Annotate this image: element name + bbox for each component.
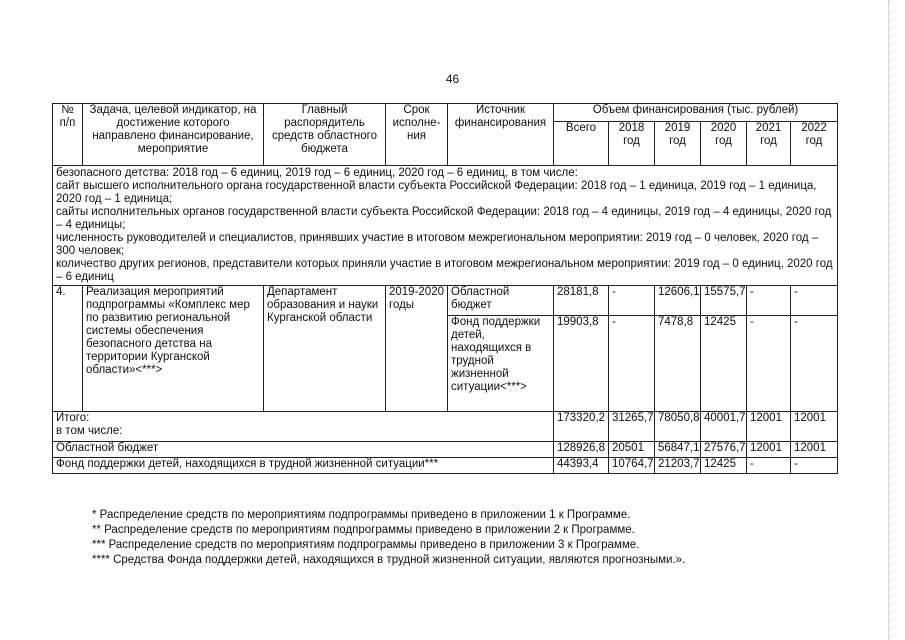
fund-total-2019: 21203,7: [655, 458, 701, 474]
header-source: Источник финансирования: [448, 104, 554, 166]
item-fund-2019: 7478,8: [655, 316, 701, 412]
item-budget-2018: -: [609, 286, 655, 316]
total-total: 173320,2: [554, 412, 609, 442]
item-fund-2018: -: [609, 316, 655, 412]
fund-total-total: 44393,4: [554, 458, 609, 474]
fund-total-2020: 12425: [701, 458, 747, 474]
total-2021: 12001: [747, 412, 791, 442]
footnotes: [92, 508, 685, 568]
continuation-text: [53, 166, 838, 286]
header-num: № п/п: [53, 104, 83, 166]
total-2020: 40001,7: [701, 412, 747, 442]
page-number: 46: [445, 72, 460, 86]
item-fund-2021: -: [747, 316, 791, 412]
item-source-fund: Фонд поддержки детей, находящихся в трудной жизненной ситуации<***>: [448, 316, 554, 412]
footnote: **** Средства Фонда поддержки детей, находящихся в трудной жизненной ситуации, являются прогнозными.».: [92, 554, 686, 566]
item-term: 2019-2020 годы: [386, 286, 448, 412]
fund-total-label: Фонд поддержки детей, находящихся в трудной жизненной ситуации***: [53, 458, 554, 474]
item-fund-2020: 12425: [701, 316, 747, 412]
item-budget-total: 28181,8: [554, 286, 609, 316]
fund-total-2018: 10764,7: [609, 458, 655, 474]
header-year-2020: 2020 год: [701, 122, 747, 166]
item-source-budget: Областной бюджет: [448, 286, 554, 316]
header-year-2018: 2018 год: [609, 122, 655, 166]
total-2019: 78050,8: [655, 412, 701, 442]
continuation-line: количество других регионов, представители которых приняли участие в итоговом межрегиональном мероприятии: 2019 год – 0 единиц, 2020 год – 6 единиц: [56, 258, 833, 283]
item-num: 4.: [53, 286, 83, 412]
total-label: Итого:: [56, 412, 90, 424]
item-budget-2019: 12606,1: [655, 286, 701, 316]
total-sublabel: в том числе:: [56, 425, 123, 437]
total-label-cell: [53, 412, 554, 442]
item-budget-2021: -: [747, 286, 791, 316]
budget-total-2018: 20501: [609, 442, 655, 458]
budget-total-total: 128926,8: [554, 442, 609, 458]
header-term: Срок исполне-ния: [386, 104, 448, 166]
header-year-2019: 2019 год: [655, 122, 701, 166]
item-task: Реализация мероприятий подпрограммы «Комплекс мер по развитию региональной системы обеспечения безопасного детства на территории Курганской области»<***>: [83, 286, 264, 412]
continuation-line: сайт высшего исполнительного органа государственной власти субъекта Российской Федерации: 2018 год – 1 единица, 2019 год – 1 единица, 2020 год – 1 единица;: [56, 180, 817, 205]
header-task: Задача, целевой индикатор, на достижение которого направлено финансирование, мероприятие: [83, 104, 264, 166]
item-manager: Департамент образования и науки Курганской области: [264, 286, 386, 412]
item-fund-total: 19903,8: [554, 316, 609, 412]
continuation-line: сайты исполнительных органов государственной власти субъекта Российской Федерации: 2018 год – 4 единицы, 2019 год – 4 единицы, 2020 год – 4 единицы;: [56, 206, 832, 231]
item-fund-2022: -: [791, 316, 838, 412]
footnote: *** Распределение средств по мероприятиям подпрограммы приведено в приложении 3 к Программе.: [92, 539, 640, 551]
header-year-2021: 2021 год: [747, 122, 791, 166]
footnote: * Распределение средств по мероприятиям подпрограммы приведено в приложении 1 к Программе.: [92, 509, 631, 521]
continuation-line: численность руководителей и специалистов, принявших участие в итоговом межрегиональном мероприятии: 2019 год – 0 человек, 2020 год – 300 человек;: [56, 232, 819, 257]
fund-total-2021: -: [747, 458, 791, 474]
item-budget-2020: 15575,7: [701, 286, 747, 316]
margin-line: [888, 0, 889, 640]
budget-total-2019: 56847,1: [655, 442, 701, 458]
fund-total-2022: -: [791, 458, 838, 474]
budget-total-2022: 12001: [791, 442, 838, 458]
total-2018: 31265,7: [609, 412, 655, 442]
continuation-line: безопасного детства: 2018 год – 6 единиц, 2019 год – 6 единиц, 2020 год – 6 единиц, в том числе:: [56, 167, 578, 179]
header-funding: Объем финансирования (тыс. рублей): [554, 104, 838, 122]
budget-total-2020: 27576,7: [701, 442, 747, 458]
item-budget-2022: -: [791, 286, 838, 316]
header-manager: Главный распорядитель средств областного бюджета: [264, 104, 386, 166]
budget-total-2021: 12001: [747, 442, 791, 458]
financing-table: [52, 103, 838, 474]
budget-total-label: Областной бюджет: [53, 442, 554, 458]
header-year-2022: 2022 год: [791, 122, 838, 166]
total-2022: 12001: [791, 412, 838, 442]
footnote: ** Распределение средств по мероприятиям подпрограммы приведено в приложении 2 к Программе.: [92, 524, 635, 536]
header-total: Всего: [554, 122, 609, 166]
